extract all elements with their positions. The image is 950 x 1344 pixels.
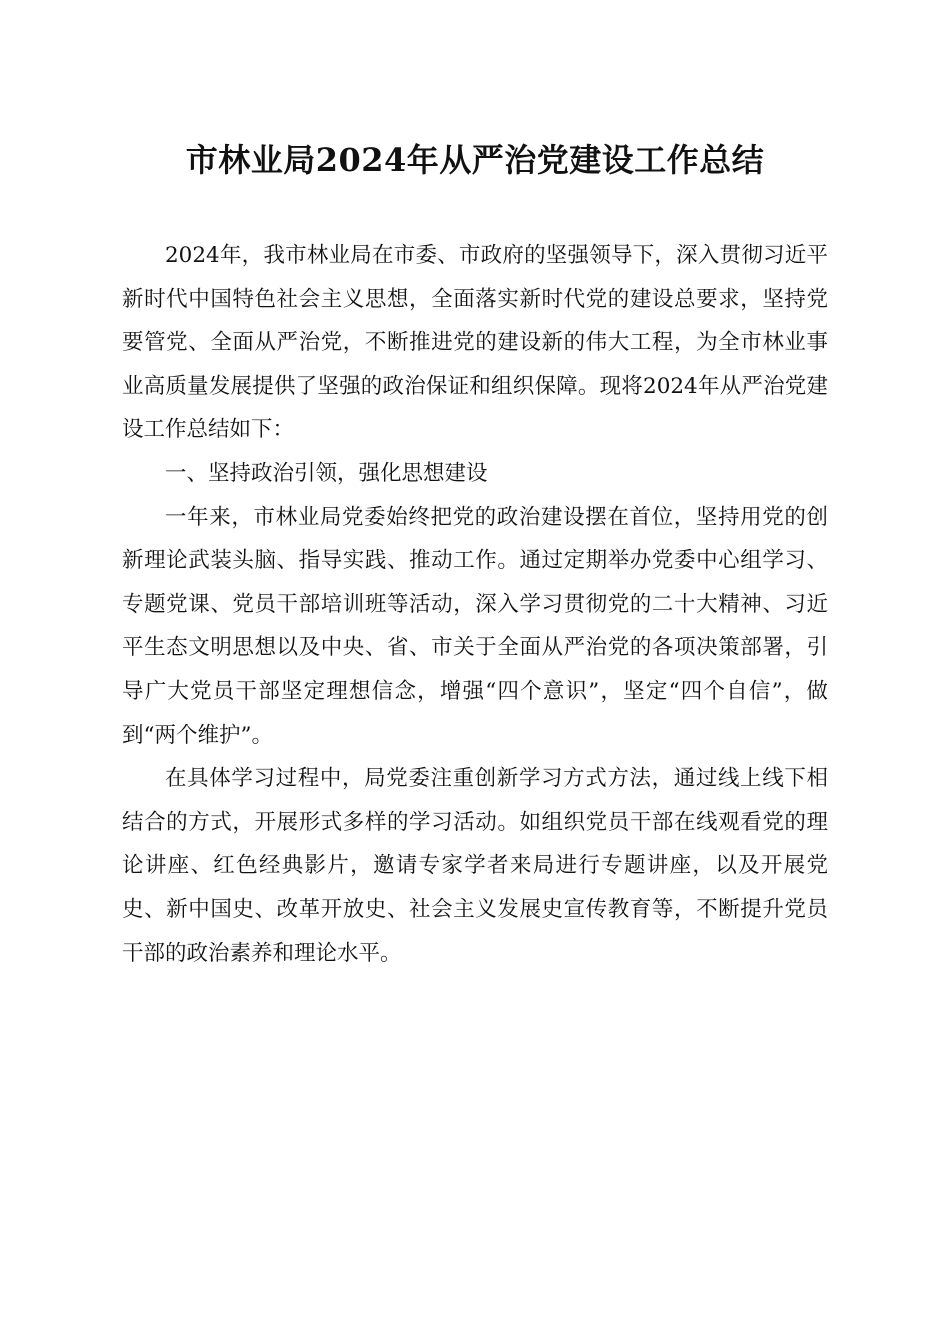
body-paragraph: 一年来，市林业局党委始终把党的政治建设摆在首位，坚持用党的创新理论武装头脑、指导实践、推动工作。通过定期举办党委中心组学习、专题党课、党员干部培训班等活动，深入学习贯彻党的二十大精神、习近平生态文明思想以及中央、省、市关于全面从严治党的各项决策部署，引导广大党员干部坚定理想信念，增强“四个意识”，坚定“四个自信”，做到“两个维护”。 (122, 504, 828, 748)
document-title: 市林业局2024年从严治党建设工作总结 (185, 141, 765, 179)
body-paragraph: 在具体学习过程中，局党委注重创新学习方式方法，通过线上线下相结合的方式，开展形式多样的学习活动。如组织党员干部在线观看党的理论讲座、红色经典影片，邀请专家学者来局进行专题讲座，以及开展党史、新中国史、改革开放史、社会主义发展史宣传教育等，不断提升党员干部的政治素养和理论水平。 (122, 766, 828, 966)
document-body (122, 234, 828, 975)
section-heading-1: 一、坚持政治引领，强化思想建设 (165, 460, 488, 486)
intro-paragraph: 2024年，我市林业局在市委、市政府的坚强领导下，深入贯彻习近平新时代中国特色社会主义思想，全面落实新时代党的建设总要求，坚持党要管党、全面从严治党，不断推进党的建设新的伟大工程，为全市林业事业高质量发展提供了坚强的政治保证和组织保障。现将2024年从严治党建设工作总结如下： (122, 243, 828, 443)
